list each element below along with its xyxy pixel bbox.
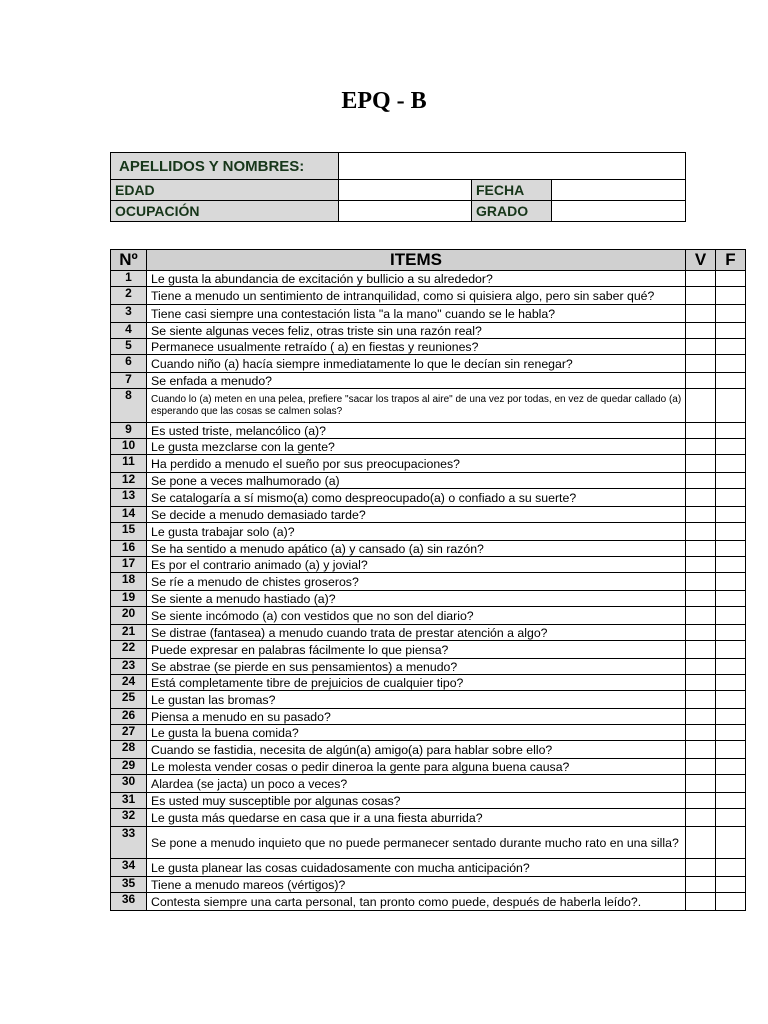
item-text: Se pone a veces malhumorado (a) [147, 473, 686, 489]
item-number: 6 [111, 355, 147, 373]
answer-false-cell[interactable] [716, 725, 746, 741]
items-table [110, 249, 746, 911]
answer-true-cell[interactable] [686, 557, 716, 573]
table-row [111, 809, 746, 827]
item-text: Se ríe a menudo de chistes groseros? [147, 573, 686, 591]
answer-true-cell[interactable] [686, 541, 716, 557]
table-row [111, 759, 746, 775]
answer-true-cell[interactable] [686, 709, 716, 725]
answer-true-cell[interactable] [686, 473, 716, 489]
grade-field[interactable] [552, 201, 686, 222]
item-text: Se ha sentido a menudo apático (a) y cansado (a) sin razón? [147, 541, 686, 557]
answer-false-cell[interactable] [716, 541, 746, 557]
name-field[interactable] [339, 153, 686, 180]
item-text: Le gusta trabajar solo (a)? [147, 523, 686, 541]
answer-false-cell[interactable] [716, 877, 746, 893]
answer-false-cell[interactable] [716, 271, 746, 287]
table-row [111, 523, 746, 541]
item-number: 2 [111, 287, 147, 305]
occupation-label: OCUPACIÓN [111, 201, 339, 222]
table-row [111, 691, 746, 709]
item-text: Le gustan las bromas? [147, 691, 686, 709]
item-number: 34 [111, 859, 147, 877]
table-row [111, 827, 746, 859]
answer-true-cell[interactable] [686, 641, 716, 659]
grade-label: GRADO [472, 201, 552, 222]
answer-true-cell[interactable] [686, 573, 716, 591]
item-number: 9 [111, 423, 147, 439]
item-number: 33 [111, 827, 147, 859]
item-number: 29 [111, 759, 147, 775]
item-number: 11 [111, 455, 147, 473]
answer-true-cell[interactable] [686, 323, 716, 339]
table-row [111, 641, 746, 659]
answer-true-cell[interactable] [686, 691, 716, 709]
table-row [111, 709, 746, 725]
item-number: 18 [111, 573, 147, 591]
page-title: EPQ - B [341, 88, 427, 114]
answer-false-cell[interactable] [716, 625, 746, 641]
item-number: 15 [111, 523, 147, 541]
answer-false-cell[interactable] [716, 809, 746, 827]
item-number: 27 [111, 725, 147, 741]
item-text: Le gusta la buena comida? [147, 725, 686, 741]
item-number: 3 [111, 305, 147, 323]
item-text: Cuando se fastidia, necesita de algún(a) amigo(a) para hablar sobre ello? [147, 741, 686, 759]
item-text: Le molesta vender cosas o pedir dineroa la gente para alguna buena causa? [147, 759, 686, 775]
item-text: Se pone a menudo inquieto que no puede permanecer sentado durante mucho rato en una silla? [147, 827, 686, 859]
answer-false-cell[interactable] [716, 607, 746, 625]
answer-true-cell[interactable] [686, 893, 716, 911]
table-row [111, 741, 746, 759]
answer-true-cell[interactable] [686, 439, 716, 455]
answer-false-cell[interactable] [716, 455, 746, 473]
item-text: Se siente a menudo hastiado (a)? [147, 591, 686, 607]
item-text: Se abstrae (se pierde en sus pensamientos) a menudo? [147, 659, 686, 675]
item-text: Es usted triste, melancólico (a)? [147, 423, 686, 439]
table-row [111, 339, 746, 355]
answer-false-cell[interactable] [716, 507, 746, 523]
answer-true-cell[interactable] [686, 489, 716, 507]
item-number: 32 [111, 809, 147, 827]
answer-true-cell[interactable] [686, 339, 716, 355]
item-number: 10 [111, 439, 147, 455]
item-text: Se distrae (fantasea) a menudo cuando trata de prestar atención a algo? [147, 625, 686, 641]
answer-false-cell[interactable] [716, 287, 746, 305]
answer-false-cell[interactable] [716, 827, 746, 859]
item-number: 26 [111, 709, 147, 725]
answer-false-cell[interactable] [716, 305, 746, 323]
table-row [111, 389, 746, 423]
answer-false-cell[interactable] [716, 741, 746, 759]
item-text: Alardea (se jacta) un poco a veces? [147, 775, 686, 793]
answer-true-cell[interactable] [686, 675, 716, 691]
item-text: Se catalogaría a sí mismo(a) como despreocupado(a) o confiado a su suerte? [147, 489, 686, 507]
answer-false-cell[interactable] [716, 893, 746, 911]
answer-true-cell[interactable] [686, 625, 716, 641]
item-text: Le gusta la abundancia de excitación y bullicio a su alrededor? [147, 271, 686, 287]
answer-false-cell[interactable] [716, 659, 746, 675]
item-text: Permanece usualmente retraído ( a) en fiestas y reuniones? [147, 339, 686, 355]
table-row [111, 507, 746, 523]
item-number: 14 [111, 507, 147, 523]
item-text: Ha perdido a menudo el sueño por sus preocupaciones? [147, 455, 686, 473]
item-number: 24 [111, 675, 147, 691]
answer-true-cell[interactable] [686, 859, 716, 877]
table-row [111, 793, 746, 809]
item-text: Se siente incómodo (a) con vestidos que no son del diario? [147, 607, 686, 625]
item-number: 20 [111, 607, 147, 625]
table-row [111, 591, 746, 607]
answer-true-cell[interactable] [686, 775, 716, 793]
answer-true-cell[interactable] [686, 271, 716, 287]
answer-false-cell[interactable] [716, 373, 746, 389]
answer-false-cell[interactable] [716, 591, 746, 607]
item-text: Se decide a menudo demasiado tarde? [147, 507, 686, 523]
item-text: Cuando lo (a) meten en una pelea, prefiere "sacar los trapos al aire" de una vez por todas, en vez de quedar callado (a) esperando que las cosas se calmen solas? [147, 389, 686, 423]
table-row [111, 305, 746, 323]
item-number: 35 [111, 877, 147, 893]
item-number: 25 [111, 691, 147, 709]
answer-false-cell[interactable] [716, 523, 746, 541]
answer-false-cell[interactable] [716, 557, 746, 573]
table-row [111, 355, 746, 373]
item-text: Tiene a menudo mareos (vértigos)? [147, 877, 686, 893]
item-number: 22 [111, 641, 147, 659]
item-text: Se enfada a menudo? [147, 373, 686, 389]
occupation-field[interactable] [339, 201, 472, 222]
item-text: Está completamente tibre de prejuicios de cualquier tipo? [147, 675, 686, 691]
table-row [111, 323, 746, 339]
table-row [111, 541, 746, 557]
age-field[interactable] [339, 180, 472, 201]
answer-true-cell[interactable] [686, 793, 716, 809]
answer-false-cell[interactable] [716, 439, 746, 455]
answer-true-cell[interactable] [686, 759, 716, 775]
table-row [111, 625, 746, 641]
item-text: Le gusta más quedarse en casa que ir a una fiesta aburrida? [147, 809, 686, 827]
table-row [111, 439, 746, 455]
table-row [111, 607, 746, 625]
header-number: Nº [111, 250, 147, 271]
item-number: 16 [111, 541, 147, 557]
table-row [111, 675, 746, 691]
answer-true-cell[interactable] [686, 507, 716, 523]
item-number: 36 [111, 893, 147, 911]
answer-false-cell[interactable] [716, 675, 746, 691]
table-row [111, 373, 746, 389]
item-number: 21 [111, 625, 147, 641]
table-row [111, 455, 746, 473]
answer-false-cell[interactable] [716, 423, 746, 439]
item-number: 28 [111, 741, 147, 759]
item-number: 13 [111, 489, 147, 507]
item-number: 17 [111, 557, 147, 573]
table-row [111, 423, 746, 439]
header-items: ITEMS [147, 250, 686, 271]
answer-true-cell[interactable] [686, 523, 716, 541]
answer-true-cell[interactable] [686, 607, 716, 625]
item-number: 23 [111, 659, 147, 675]
table-row [111, 775, 746, 793]
item-text: Le gusta planear las cosas cuidadosamente con mucha anticipación? [147, 859, 686, 877]
item-text: Le gusta mezclarse con la gente? [147, 439, 686, 455]
date-label: FECHA [472, 180, 552, 201]
answer-false-cell[interactable] [716, 489, 746, 507]
answer-true-cell[interactable] [686, 877, 716, 893]
table-row [111, 287, 746, 305]
personal-info-table [110, 152, 686, 222]
name-label: APELLIDOS Y NOMBRES: [111, 153, 339, 180]
age-label: EDAD [111, 180, 339, 201]
answer-false-cell[interactable] [716, 709, 746, 725]
answer-false-cell[interactable] [716, 859, 746, 877]
table-row [111, 893, 746, 911]
item-text: Tiene a menudo un sentimiento de intranquilidad, como si quisiera algo, pero sin saber qué? [147, 287, 686, 305]
answer-false-cell[interactable] [716, 323, 746, 339]
table-row [111, 489, 746, 507]
item-number: 1 [111, 271, 147, 287]
answer-true-cell[interactable] [686, 287, 716, 305]
answer-false-cell[interactable] [716, 691, 746, 709]
answer-true-cell[interactable] [686, 725, 716, 741]
answer-false-cell[interactable] [716, 759, 746, 775]
answer-true-cell[interactable] [686, 373, 716, 389]
table-row [111, 573, 746, 591]
item-text: Se siente algunas veces feliz, otras triste sin una razón real? [147, 323, 686, 339]
item-number: 5 [111, 339, 147, 355]
answer-true-cell[interactable] [686, 659, 716, 675]
answer-true-cell[interactable] [686, 809, 716, 827]
table-row [111, 877, 746, 893]
item-number: 4 [111, 323, 147, 339]
item-text: Puede expresar en palabras fácilmente lo que piensa? [147, 641, 686, 659]
table-row [111, 271, 746, 287]
answer-true-cell[interactable] [686, 423, 716, 439]
date-field[interactable] [552, 180, 686, 201]
answer-false-cell[interactable] [716, 775, 746, 793]
answer-false-cell[interactable] [716, 473, 746, 489]
item-number: 19 [111, 591, 147, 607]
answer-false-cell[interactable] [716, 641, 746, 659]
answer-false-cell[interactable] [716, 389, 746, 423]
item-number: 31 [111, 793, 147, 809]
item-text: Piensa a menudo en su pasado? [147, 709, 686, 725]
item-text: Tiene casi siempre una contestación lista "a la mano" cuando se le habla? [147, 305, 686, 323]
answer-false-cell[interactable] [716, 793, 746, 809]
item-number: 7 [111, 373, 147, 389]
table-row [111, 473, 746, 489]
item-number: 30 [111, 775, 147, 793]
answer-true-cell[interactable] [686, 455, 716, 473]
item-number: 8 [111, 389, 147, 423]
table-row [111, 859, 746, 877]
answer-true-cell[interactable] [686, 741, 716, 759]
item-text: Es usted muy susceptible por algunas cosas? [147, 793, 686, 809]
item-number: 12 [111, 473, 147, 489]
answer-true-cell[interactable] [686, 389, 716, 423]
answer-true-cell[interactable] [686, 355, 716, 373]
table-row [111, 557, 746, 573]
table-row [111, 725, 746, 741]
item-text: Cuando niño (a) hacía siempre inmediatamente lo que le decían sin renegar? [147, 355, 686, 373]
answer-true-cell[interactable] [686, 591, 716, 607]
answer-false-cell[interactable] [716, 355, 746, 373]
answer-false-cell[interactable] [716, 339, 746, 355]
header-true: V [686, 250, 716, 271]
header-false: F [716, 250, 746, 271]
answer-false-cell[interactable] [716, 573, 746, 591]
answer-true-cell[interactable] [686, 827, 716, 859]
item-text: Es por el contrario animado (a) y jovial? [147, 557, 686, 573]
item-text: Contesta siempre una carta personal, tan pronto como puede, después de haberla leído?. [147, 893, 686, 911]
table-row [111, 659, 746, 675]
answer-true-cell[interactable] [686, 305, 716, 323]
